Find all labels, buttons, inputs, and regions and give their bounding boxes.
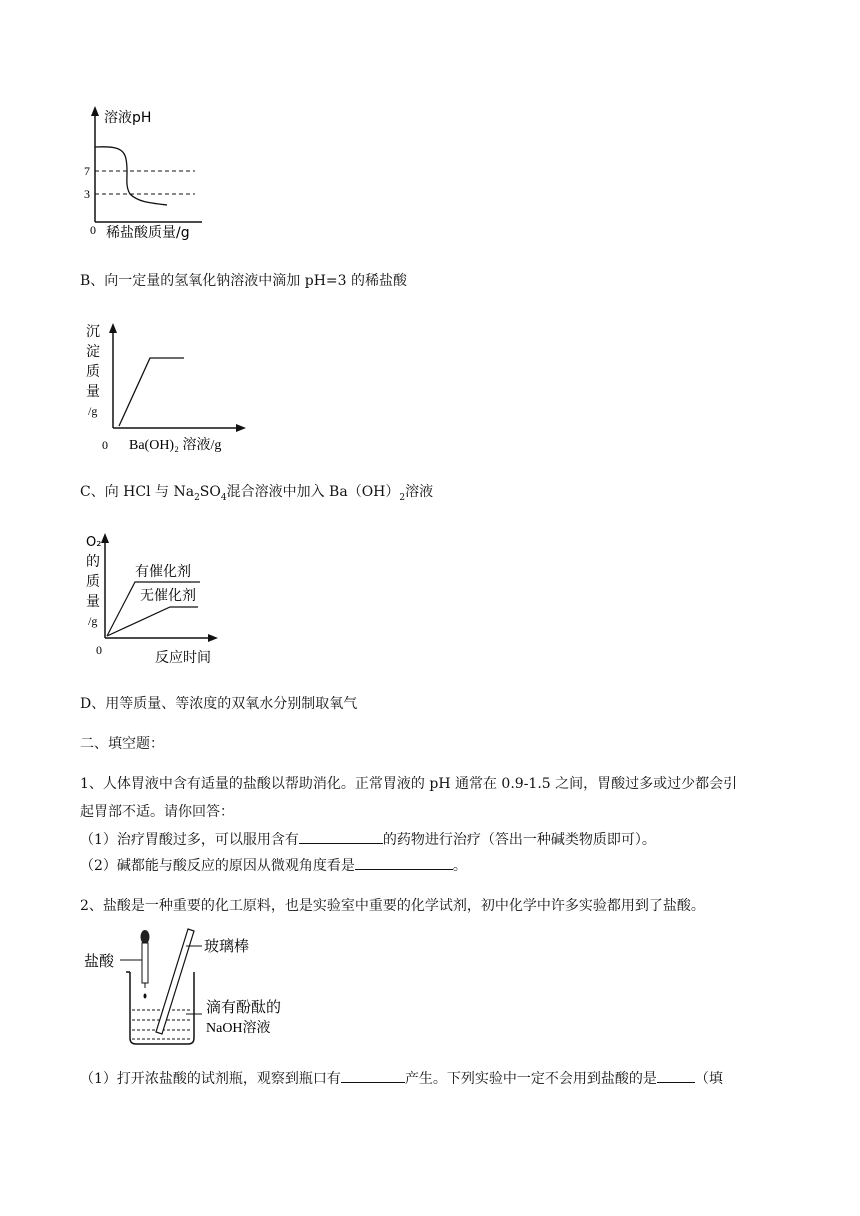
y-label-3: 量 — [86, 594, 100, 610]
option-d: D、用等质量、等浓度的双氧水分别制取氧气 — [80, 696, 358, 712]
origin-label: 0 — [102, 438, 108, 452]
answer-blank[interactable] — [299, 829, 383, 844]
y-axis-arrow — [101, 533, 109, 543]
y-label-2: 质 — [86, 574, 100, 590]
y-axis-label: 溶液pH — [104, 110, 152, 126]
q1-line1: 1、人体胃液中含有适量的盐酸以帮助消化。正常胃液的 pH 通常在 0.9-1.5 之间，胃酸过多或过少都会引 — [80, 776, 738, 792]
dropper-bulb — [141, 930, 150, 944]
origin-label: 0 — [90, 223, 96, 237]
y-label-4: 量 — [86, 384, 100, 400]
tick-3: 3 — [84, 187, 90, 201]
graph-oxygen — [80, 528, 230, 668]
y-label-2: 淀 — [86, 344, 100, 360]
drop — [144, 994, 147, 999]
q1-line2: 起胃部不适。请你回答： — [80, 804, 234, 820]
x-axis-arrow — [208, 634, 218, 642]
answer-blank[interactable] — [657, 1068, 695, 1083]
q2-sub1: （1）打开浓盐酸的试剂瓶，观察到瓶口有 产生。下列实验中一定不会用到盐酸的是 （填 — [80, 1068, 723, 1090]
label-solution-1: 滴有酚酞的 — [206, 998, 282, 1016]
x-axis-label: 反应时间 — [155, 650, 211, 666]
graph-precipitate — [80, 318, 250, 458]
y-axis-arrow — [109, 323, 117, 333]
label-solution-2: NaOH溶液 — [206, 1021, 271, 1036]
option-c: C、向 HCl 与 $Na_2SO_4$混合溶液中加入 $Ba(OH)_2$溶液 — [80, 484, 434, 503]
dropper-tube — [142, 943, 148, 983]
y-label-3: 质 — [86, 364, 100, 380]
glass-rod — [156, 929, 194, 1034]
label-rod: 玻璃棒 — [204, 937, 250, 955]
x-axis-label: Ba(OH)₂ 溶液/g — [129, 438, 222, 453]
answer-blank[interactable] — [355, 855, 453, 870]
beaker-diagram — [82, 926, 302, 1052]
origin-label: 0 — [96, 643, 102, 657]
y-label-4: /g — [88, 614, 98, 628]
y-label-o2: O₂ — [86, 535, 102, 550]
catalyst-label: 有催化剂 — [135, 564, 191, 580]
y-label-5: /g — [88, 404, 98, 418]
section-title: 二、填空题： — [80, 736, 164, 752]
x-axis-arrow — [236, 424, 246, 432]
graph-ph-curve — [80, 104, 210, 242]
tick-7: 7 — [84, 164, 90, 178]
precipitate-line — [119, 358, 184, 426]
ph-curve — [95, 147, 167, 205]
q1-sub1: （1）治疗胃酸过多，可以服用含有 的药物进行治疗（答出一种碱类物质即可）。 — [80, 829, 656, 851]
no-catalyst-label: 无催化剂 — [140, 588, 196, 604]
x-axis-label: 稀盐酸质量/g — [106, 225, 190, 241]
answer-blank[interactable] — [341, 1068, 405, 1083]
q2-line1: 2、盐酸是一种重要的化工原料，也是实验室中重要的化学试剂，初中化学中许多实验都用到了盐酸。 — [80, 898, 705, 914]
option-b: B、向一定量的氢氧化钠溶液中滴加 pH=3 的稀盐酸 — [80, 273, 407, 289]
label-acid: 盐酸 — [84, 952, 115, 970]
y-axis-arrow — [91, 106, 99, 116]
q1-sub2: （2）碱都能与酸反应的原因从微观角度看是 。 — [80, 855, 467, 877]
y-label-1: 沉 — [86, 324, 100, 340]
no-catalyst-line — [107, 607, 198, 636]
y-label-1: 的 — [86, 554, 100, 570]
